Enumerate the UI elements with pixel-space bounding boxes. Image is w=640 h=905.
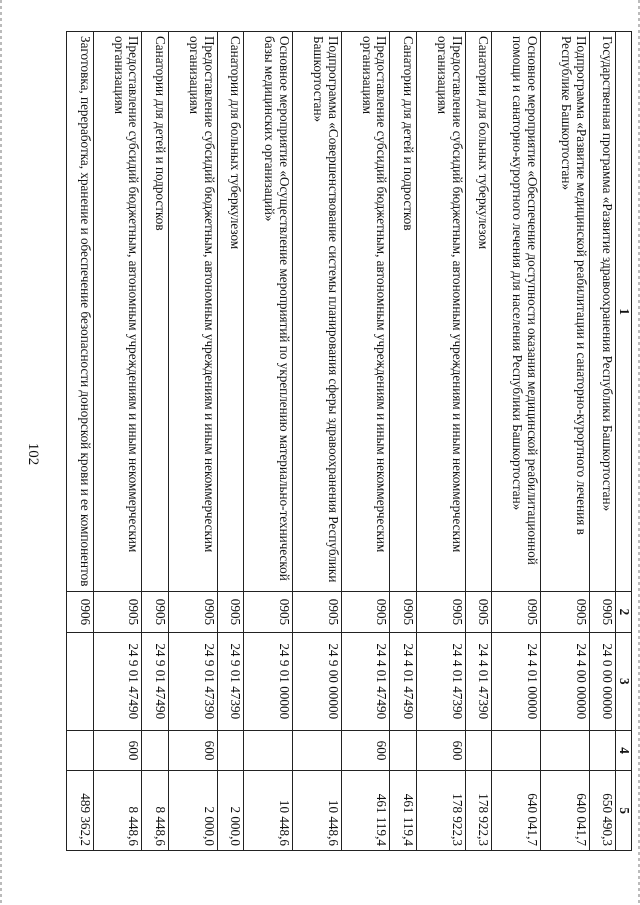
row-amount: 461 119,4 — [341, 771, 390, 851]
table-row — [168, 32, 217, 851]
header-col-2: 2 — [616, 592, 632, 632]
row-expense-type — [492, 730, 541, 770]
row-expense-type — [67, 730, 94, 770]
table-row — [93, 32, 142, 851]
row-target-code: 24 9 01 47390 — [217, 632, 244, 730]
table-row — [244, 32, 293, 851]
row-target-code: 24 4 01 00000 — [492, 632, 541, 730]
row-target-code: 24 4 01 47390 — [416, 632, 465, 730]
row-expense-type — [465, 730, 492, 770]
row-section-code: 0906 — [67, 592, 94, 632]
rotated-table-area — [66, 31, 632, 851]
row-target-code: 24 9 01 47390 — [168, 632, 217, 730]
table-row — [465, 32, 492, 851]
table-row — [492, 32, 541, 851]
row-expense-type — [589, 730, 616, 770]
row-expense-type: 600 — [168, 730, 217, 770]
row-section-code: 0905 — [492, 592, 541, 632]
table-row — [390, 32, 417, 851]
row-target-code: 24 4 00 00000 — [540, 632, 589, 730]
row-name: Санатории для больных туберкулезом — [465, 32, 492, 592]
row-amount: 489 362,2 — [67, 771, 94, 851]
table-header-row — [616, 32, 632, 851]
row-amount: 178 922,3 — [465, 771, 492, 851]
row-section-code: 0905 — [93, 592, 142, 632]
row-amount: 650 490,3 — [589, 771, 616, 851]
row-section-code: 0905 — [168, 592, 217, 632]
row-target-code: 24 4 01 47490 — [341, 632, 390, 730]
row-section-code: 0905 — [540, 592, 589, 632]
row-section-code: 0905 — [341, 592, 390, 632]
table-row — [217, 32, 244, 851]
page-number: 102 — [25, 442, 41, 466]
row-target-code: 24 9 00 00000 — [292, 632, 341, 730]
row-target-code: 24 4 01 47490 — [390, 632, 417, 730]
row-amount: 8 448,6 — [93, 771, 142, 851]
header-col-1: 1 — [616, 32, 632, 592]
row-section-code: 0905 — [589, 592, 616, 632]
row-name: Подпрограмма «Совершенствование системы планирования сферы здравоохранения Республики Башкортостан» — [292, 32, 341, 592]
row-target-code: 24 9 01 00000 — [244, 632, 293, 730]
row-section-code: 0905 — [217, 592, 244, 632]
row-expense-type — [292, 730, 341, 770]
table-row — [292, 32, 341, 851]
budget-table — [66, 31, 632, 851]
table-row — [589, 32, 616, 851]
row-section-code: 0905 — [142, 592, 169, 632]
scan-edge-left — [0, 0, 2, 905]
row-name: Государственная программа «Развитие здравоохранения Республики Башкортостан» — [589, 32, 616, 592]
row-expense-type — [244, 730, 293, 770]
row-amount: 8 448,6 — [142, 771, 169, 851]
row-name: Предоставление субсидий бюджетным, автономным учреждениям и иным некоммерческим организациям — [93, 32, 142, 592]
row-name: Предоставление субсидий бюджетным, автономным учреждениям и иным некоммерческим организациям — [416, 32, 465, 592]
row-section-code: 0905 — [416, 592, 465, 632]
header-col-5: 5 — [616, 771, 632, 851]
row-expense-type — [217, 730, 244, 770]
header-col-4: 4 — [616, 730, 632, 770]
row-expense-type: 600 — [93, 730, 142, 770]
row-section-code: 0905 — [244, 592, 293, 632]
row-name: Предоставление субсидий бюджетным, автономным учреждениям и иным некоммерческим организациям — [341, 32, 390, 592]
row-amount: 2 000,0 — [168, 771, 217, 851]
row-target-code: 24 9 01 47490 — [142, 632, 169, 730]
row-expense-type: 600 — [416, 730, 465, 770]
row-amount: 2 000,0 — [217, 771, 244, 851]
row-name: Подпрограмма «Развитие медицинской реабилитации и санаторно-курортного лечения в Республике Башкортостан» — [540, 32, 589, 592]
table-row — [416, 32, 465, 851]
header-col-3: 3 — [616, 632, 632, 730]
row-name: Предоставление субсидий бюджетным, автономным учреждениям и иным некоммерческим организациям — [168, 32, 217, 592]
row-target-code — [67, 632, 94, 730]
table-row — [142, 32, 169, 851]
row-expense-type: 600 — [341, 730, 390, 770]
row-amount: 10 448,6 — [292, 771, 341, 851]
row-amount: 10 448,6 — [244, 771, 293, 851]
row-section-code: 0905 — [292, 592, 341, 632]
row-name: Заготовка, переработка, хранение и обеспечение безопасности донорской крови и ее компонентов — [67, 32, 94, 592]
row-section-code: 0905 — [465, 592, 492, 632]
table-row — [67, 32, 94, 851]
row-expense-type — [390, 730, 417, 770]
row-name: Санатории для детей и подростков — [390, 32, 417, 592]
row-name: Основное мероприятие «Обеспечение доступности оказания медицинской реабилитационной помощи и санаторно-курортного лечения для населения Республики Башкортостан» — [492, 32, 541, 592]
row-name: Санатории для больных туберкулезом — [217, 32, 244, 592]
table-body — [67, 32, 616, 851]
row-name: Санатории для детей и подростков — [142, 32, 169, 592]
row-amount: 461 119,4 — [390, 771, 417, 851]
table-frame — [66, 31, 632, 851]
row-target-code: 24 0 00 00000 — [589, 632, 616, 730]
table-row — [341, 32, 390, 851]
row-target-code: 24 4 01 47390 — [465, 632, 492, 730]
row-amount: 640 041,7 — [492, 771, 541, 851]
row-section-code: 0905 — [390, 592, 417, 632]
row-name: Основное мероприятие «Осуществление мероприятий по укреплению материально-технической базы медицинских организаций» — [244, 32, 293, 592]
row-amount: 178 922,3 — [416, 771, 465, 851]
row-amount: 640 041,7 — [540, 771, 589, 851]
row-expense-type — [540, 730, 589, 770]
row-expense-type — [142, 730, 169, 770]
row-target-code: 24 9 01 47490 — [93, 632, 142, 730]
table-row — [540, 32, 589, 851]
